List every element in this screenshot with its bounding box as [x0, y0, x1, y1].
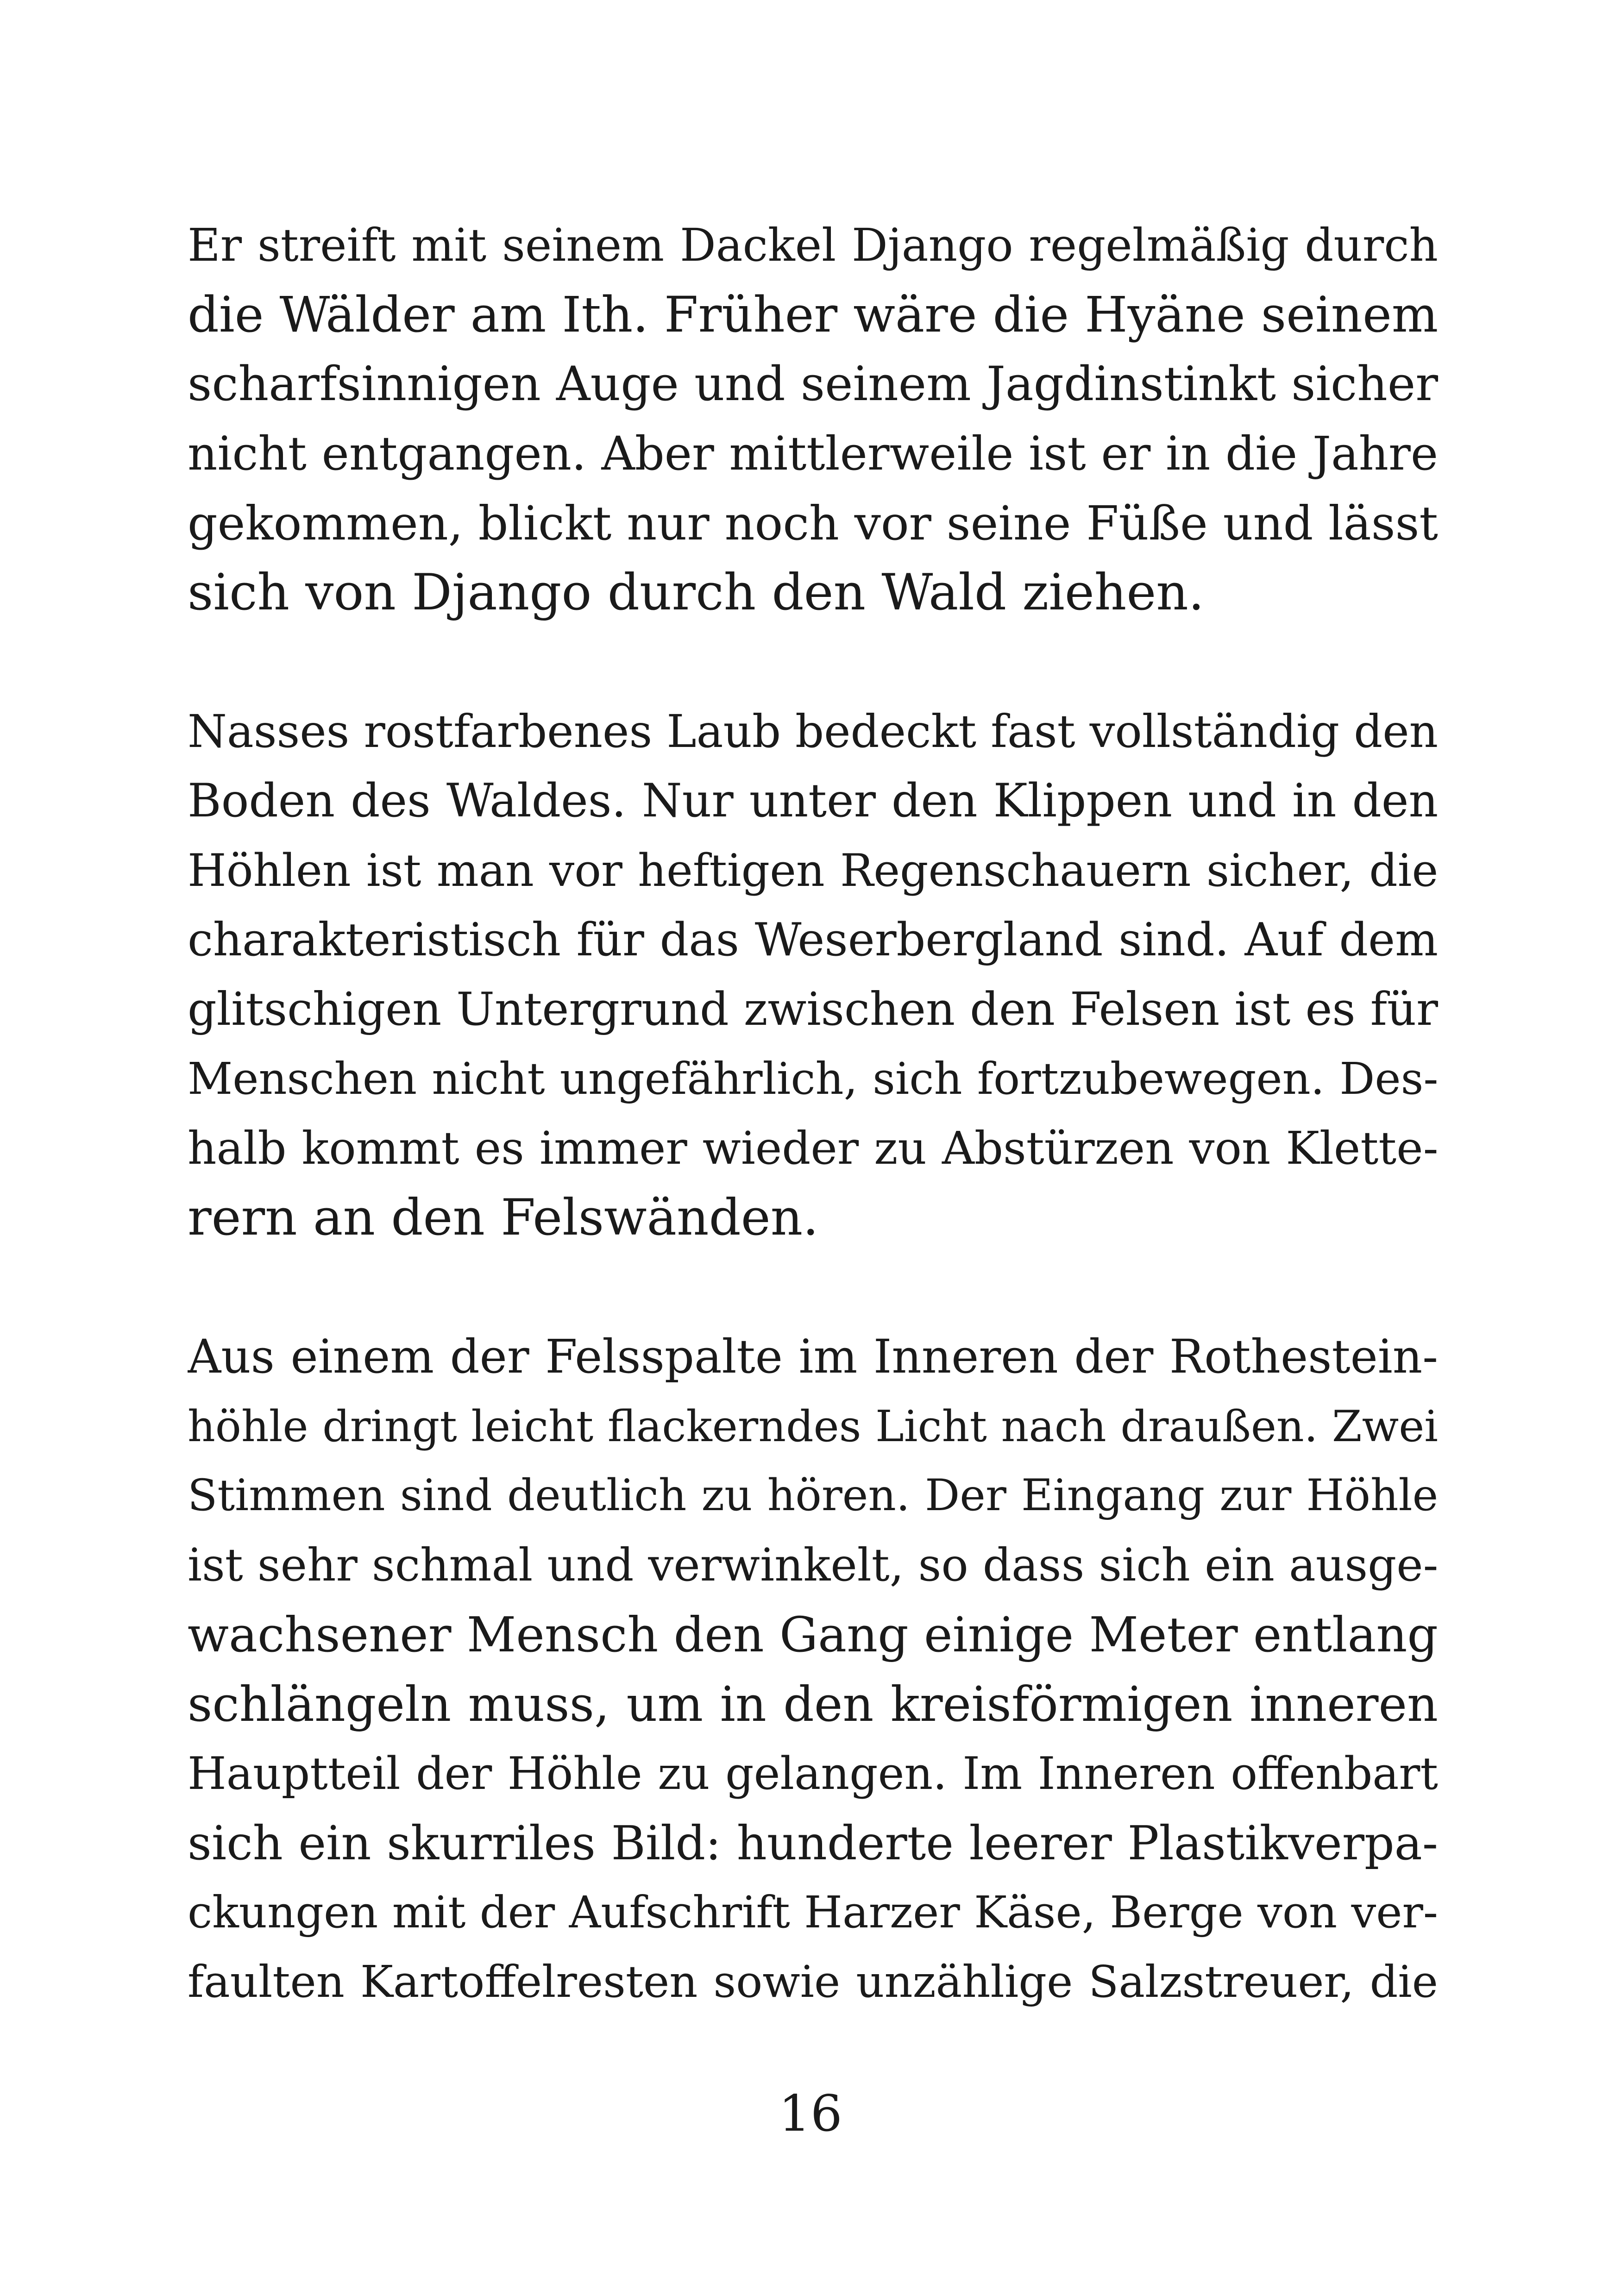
text-line: ist sehr schmal und verwinkelt, so dass sich ein ausge- [188, 1539, 1438, 1591]
text-line: schlängeln muss, um in den kreisförmigen inneren [188, 1676, 1438, 1732]
text-line: Menschen nicht ungefährlich, sich fortzubewegen. Des- [188, 1054, 1438, 1104]
text-line: glitschigen Untergrund zwischen den Felsen ist es für [188, 983, 1438, 1036]
text-line: Er streift mit seinem Dackel Django regelmäßig durch [188, 219, 1438, 271]
text-line: sich von Django durch den Wald ziehen. [188, 564, 1205, 621]
text-line: Höhlen ist man vor heftigen Regenschauern sicher, die [188, 845, 1438, 897]
text-line: Boden des Waldes. Nur unter den Klippen und in den [188, 774, 1438, 828]
text-line: Aus einem der Felsspalte im Inneren der Rothestein- [188, 1330, 1438, 1384]
text-line: charakteristisch für das Weserbergland sind. Auf dem [188, 914, 1438, 966]
text-line: Hauptteil der Höhle zu gelangen. Im Inneren offenbart [188, 1748, 1438, 1800]
text-line: rern an den Felswänden. [188, 1189, 819, 1247]
text-line: gekommen, blickt nur noch vor seine Füße und lässt [188, 496, 1438, 551]
text-line: Nasses rostfarbenes Laub bedeckt fast vollständig den [188, 705, 1438, 758]
text-line: halb kommt es immer wieder zu Abstürzen von Klette- [188, 1122, 1438, 1174]
text-line: höhle dringt leicht flackerndes Licht nach draußen. Zwei [188, 1401, 1438, 1451]
paragraph-3 [188, 1322, 1438, 2017]
text-line: faulten Kartoffelresten sowie unzählige Salzstreuer, die [188, 1957, 1438, 2007]
text-line: wachsener Mensch den Gang einige Meter entlang [188, 1606, 1438, 1663]
paragraph-1 [188, 211, 1438, 627]
page-number: 16 [779, 2085, 842, 2143]
text-line: Stimmen sind deutlich zu hören. Der Eingang zur Höhle [188, 1470, 1438, 1521]
text-line: sich ein skurriles Bild: hunderte leerer Plastikverpa- [188, 1816, 1438, 1870]
paragraph-2 [188, 697, 1438, 1253]
text-line: nicht entgangen. Aber mittlerweile ist er in die Jahre [188, 427, 1438, 481]
text-line: ckungen mit der Aufschrift Harzer Käse, Berge von ver- [188, 1887, 1438, 1938]
text-line: die Wälder am Ith. Früher wäre die Hyäne seinem [188, 286, 1438, 343]
text-line: scharfsinnigen Auge und seinem Jagdinstinkt sicher [188, 357, 1438, 412]
